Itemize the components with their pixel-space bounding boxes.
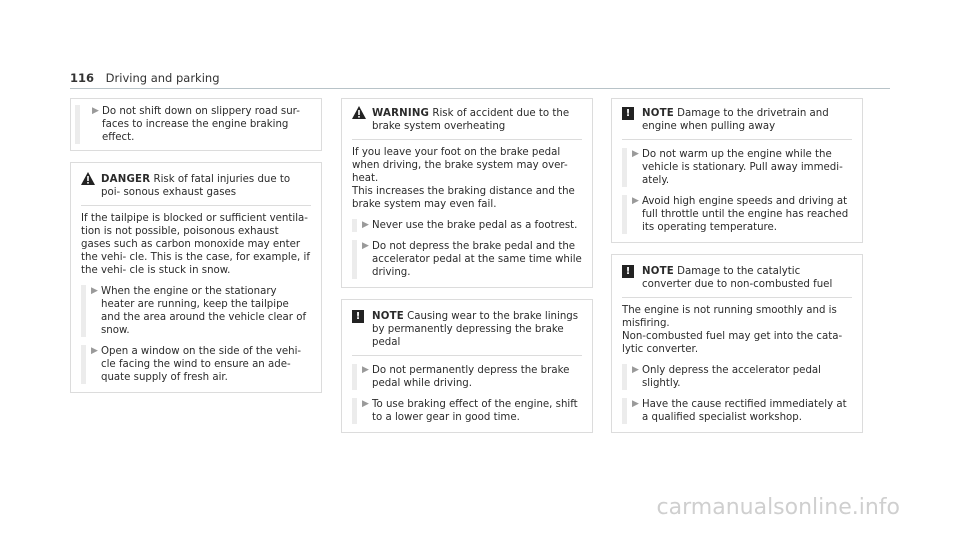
list-item-text: When the engine or the stationary heater are running, keep the tailpipe and the area around the vehicle clear of snow. (101, 286, 307, 336)
arrow-icon: ▶ (632, 399, 639, 409)
list-item (81, 345, 311, 384)
column-1 (70, 98, 322, 393)
arrow-icon: ▶ (91, 346, 98, 356)
list-item-text: Do not shift down on slippery road sur- faces to increase the engine braking effect. (102, 106, 300, 143)
list-item-text: Avoid high engine speeds and driving at full throttle until the engine has reached its operating temperature. (642, 196, 849, 233)
list-item-text: Do not depress the brake pedal and the accelerator pedal at the same time while driving. (372, 241, 582, 278)
list-item (352, 398, 582, 424)
note-label: NOTE (642, 108, 674, 119)
list-item (622, 364, 852, 390)
note-body-2: Non-combusted fuel may get into the cata- lytic converter. (622, 331, 843, 355)
watermark: carmanualsonline.info (656, 495, 900, 520)
note-header (342, 300, 592, 355)
list-item-text: Open a window on the side of the vehi- cle facing the wind to ensure an ade- quate supply of fresh air. (101, 346, 302, 383)
list-item-text: Do not permanently depress the brake pedal while driving. (372, 365, 570, 389)
arrow-icon: ▶ (362, 241, 369, 251)
section-title: Driving and parking (105, 71, 220, 85)
exclamation-icon: ! (622, 265, 634, 278)
page-header (70, 71, 220, 85)
note-header (612, 255, 862, 297)
list-item (622, 195, 852, 234)
note-title: Causing wear to the brake linings by permanently depressing the brake pedal (372, 311, 579, 348)
arrow-icon: ▶ (632, 149, 639, 159)
arrow-icon: ▶ (632, 196, 639, 206)
note-header (612, 99, 862, 139)
note-title: Damage to the catalytic converter due to non-combusted fuel (642, 266, 833, 290)
list-item (352, 219, 582, 232)
arrow-icon: ▶ (91, 286, 98, 296)
list-item (352, 240, 582, 279)
list-item-text: Only depress the accelerator pedal slightly. (642, 365, 821, 389)
exclamation-icon: ! (352, 310, 364, 323)
arrow-icon: ▶ (362, 365, 369, 375)
note-label: NOTE (642, 266, 674, 277)
arrow-icon: ▶ (362, 220, 369, 230)
list-item (622, 398, 852, 424)
note-body-1: The engine is not running smoothly and is misfiring. (622, 305, 837, 329)
exclamation-icon: ! (622, 107, 634, 120)
arrow-icon: ▶ (632, 365, 639, 375)
column-3 (611, 98, 863, 433)
arrow-icon: ▶ (92, 106, 99, 116)
list-item-text: Have the cause rectified immediately at a qualified specialist workshop. (642, 399, 847, 423)
top-instruction-box (70, 98, 322, 151)
note-box (341, 299, 593, 433)
warning-header (342, 99, 592, 139)
warning-triangle-icon (352, 106, 366, 123)
list-item-text: To use braking effect of the engine, shift to a lower gear in good time. (372, 399, 578, 423)
danger-box (70, 162, 322, 393)
list-item (352, 364, 582, 390)
warning-label: WARNING (372, 108, 430, 119)
list-item-text: Do not warm up the engine while the vehicle is stationary. Pull away immedi- ately. (642, 149, 843, 186)
warning-title: Risk of accident due to the brake system overheating (372, 108, 570, 132)
list-item-text: Never use the brake pedal as a footrest. (372, 220, 578, 231)
arrow-icon: ▶ (362, 399, 369, 409)
warning-body-1: If you leave your foot on the brake pedal when driving, the brake system may over- heat. (352, 147, 568, 184)
page-number: 116 (70, 71, 95, 85)
divider (622, 139, 852, 140)
danger-label: DANGER (101, 174, 151, 185)
header-rule (70, 88, 890, 89)
note-title: Damage to the drivetrain and engine when pulling away (642, 108, 829, 132)
danger-body: If the tailpipe is blocked or sufficient ventila- tion is not possible, poisonous exhaust gases such as carbon monoxide may enter the vehi- cle. This is the case, for example, if the vehi- cle is stuck in snow. (81, 213, 310, 276)
list-item (75, 105, 311, 144)
warning-body-2: This increases the braking distance and the brake system may even fail. (352, 186, 575, 210)
note-box (611, 98, 863, 243)
note-label: NOTE (372, 311, 404, 322)
divider (352, 355, 582, 356)
warning-box (341, 98, 593, 288)
column-2 (341, 98, 593, 433)
list-item (81, 285, 311, 337)
danger-title: Risk of fatal injuries due to poi- sonous exhaust gases (101, 174, 291, 198)
list-item (622, 148, 852, 187)
danger-header (71, 163, 321, 205)
note-box (611, 254, 863, 433)
warning-triangle-icon (81, 172, 95, 189)
